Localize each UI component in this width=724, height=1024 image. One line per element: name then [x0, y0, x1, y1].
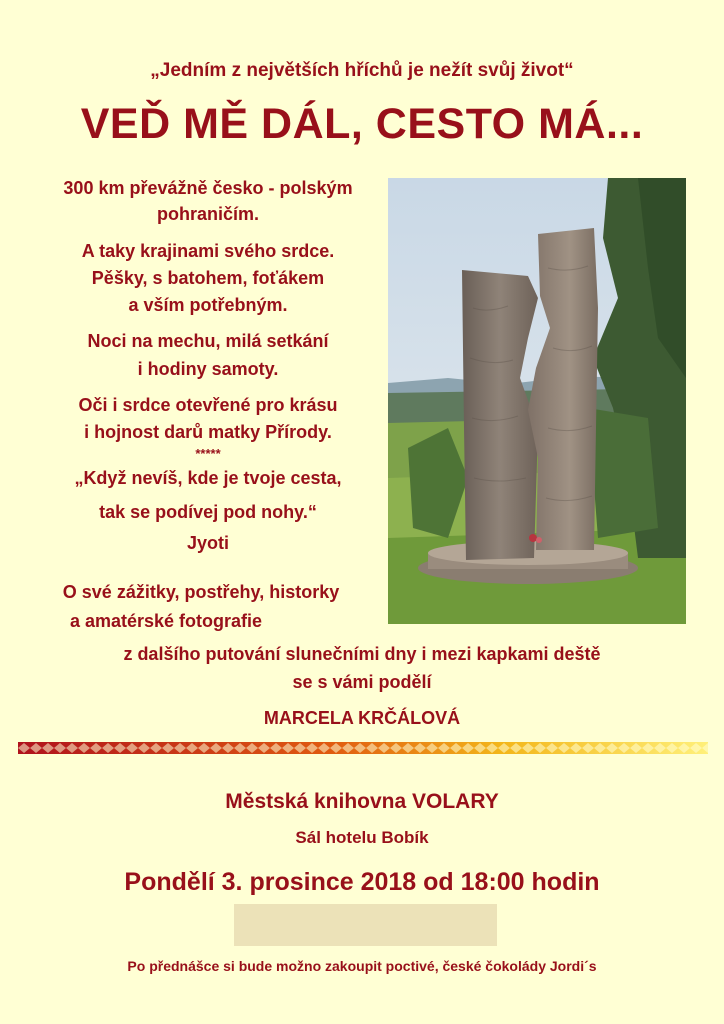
separator-stars: *****: [195, 446, 221, 461]
intro-line: pohraničím.: [156, 204, 259, 224]
footer-note: Po přednášce si bude možno zakoupit poctivé, české čokolády Jordi´s: [127, 958, 597, 974]
venue-hall: Sál hotelu Bobík: [295, 828, 429, 847]
blank-box: [234, 904, 497, 946]
stone-sculpture-photo: [388, 178, 686, 624]
invite-line: O své zážitky, postřehy, historky: [62, 582, 340, 602]
invite-line: a amatérské fotografie: [69, 611, 263, 631]
quote-author: Jyoti: [186, 533, 229, 553]
quote2-line: „Když nevíš, kde je tvoje cesta,: [74, 468, 342, 488]
intro-line: Pěšky, s batohem, foťákem: [91, 268, 325, 288]
intro-line: Oči i srdce otevřené pro krásu: [78, 395, 338, 415]
intro-line: a vším potřebným.: [128, 295, 288, 315]
header-quote: „Jedním z největších hříchů je nežít svůj život“: [150, 60, 574, 81]
intro-line: 300 km převážně česko - polským: [63, 178, 353, 198]
decorative-divider: [18, 740, 708, 756]
poster-title: VEĎ MĚ DÁL, CESTO MÁ...: [80, 100, 644, 148]
speaker-name: MARCELA KRČÁLOVÁ: [263, 708, 461, 728]
intro-line: A taky krajinami svého srdce.: [81, 241, 335, 261]
intro-line: Noci na mechu, milá setkání: [87, 331, 329, 351]
intro-line: i hodiny samoty.: [137, 359, 279, 379]
invite-line: z dalšího putování slunečními dny i mezi kapkami deště: [123, 644, 601, 664]
quote2-line: tak se podívej pod nohy.“: [99, 502, 317, 522]
intro-line: i hojnost darů matky Přírody.: [84, 422, 332, 442]
venue-library: Městská knihovna VOLARY: [225, 790, 499, 813]
invite-line: se s vámi podělí: [292, 672, 432, 692]
event-datetime: Pondělí 3. prosince 2018 od 18:00 hodin: [124, 868, 600, 896]
